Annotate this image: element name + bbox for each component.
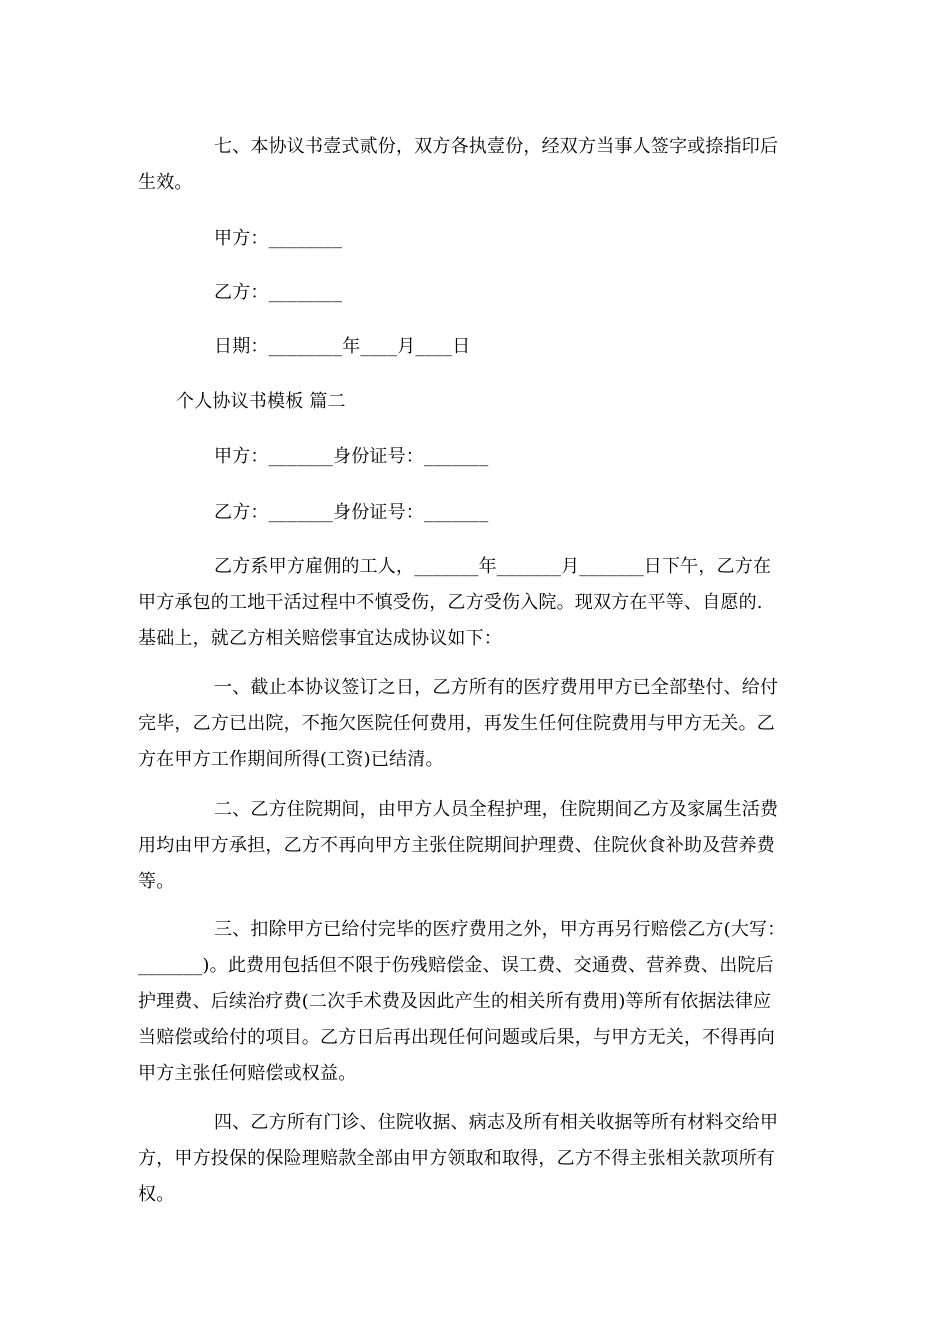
clause-four-line-2: 方，甲方投保的保险理赔款全部由甲方领取和取得，乙方不得主张相关款项所有 xyxy=(138,1148,775,1169)
clause-three xyxy=(138,915,810,1095)
clause-one-line-2: 完毕，乙方已出院，不拖欠医院任何费用，再发生任何住院费用与甲方无关。乙 xyxy=(138,713,775,734)
clause-two-line-1: 二、乙方住院期间，由甲方人员全程护理，住院期间乙方及家属生活费 xyxy=(214,799,779,820)
clause-seven-line-1: 七、本协议书壹式贰份，双方各执壹份，经双方当事人签字或捺指印后 xyxy=(214,136,779,157)
clause-seven xyxy=(138,132,810,204)
clause-two-line-2: 用均由甲方承担，乙方不再向甲方主张住院期间护理费、住院伙食补助及营养费 xyxy=(138,835,775,856)
signature-date: 日期：________年____月____日 xyxy=(214,336,471,357)
party-a-id-line: 甲方：_______身份证号：_______ xyxy=(214,446,489,467)
intro-paragraph xyxy=(138,552,810,660)
clause-three-line-4: 当赔偿或给付的项目。乙方日后再出现任何问题或后果，与甲方无关，不得再向 xyxy=(138,1027,775,1048)
signature-party-a: 甲方：________ xyxy=(214,228,343,249)
intro-line-2: 甲方承包的工地干活过程中不慎受伤，乙方受伤入院。现双方在平等、自愿的. xyxy=(138,592,763,613)
clause-seven-line-2: 生效。 xyxy=(138,172,193,193)
clause-three-line-2: _______)。此费用包括但不限于伤残赔偿金、误工费、交通费、营养费、出院后 xyxy=(138,955,774,976)
clause-three-line-1: 三、扣除甲方已给付完毕的医疗费用之外，甲方再另行赔偿乙方(大写： xyxy=(214,919,786,940)
clause-two-line-3: 等。 xyxy=(138,871,175,892)
clause-four-line-3: 权。 xyxy=(138,1184,175,1205)
clause-one-line-1: 一、截止本协议签订之日，乙方所有的医疗费用甲方已全部垫付、给付 xyxy=(214,677,779,698)
clause-one xyxy=(138,673,810,781)
intro-line-3: 基础上，就乙方相关赔偿事宜达成协议如下： xyxy=(138,628,502,649)
signature-party-b: 乙方：________ xyxy=(214,282,343,303)
clause-four xyxy=(138,1108,810,1216)
clause-three-line-5: 甲方主张任何赔偿或权益。 xyxy=(138,1063,357,1084)
party-b-id-line: 乙方：_______身份证号：_______ xyxy=(214,502,489,523)
clause-four-line-1: 四、乙方所有门诊、住院收据、病志及所有相关收据等所有材料交给甲 xyxy=(214,1112,779,1133)
section-title: 个人协议书模板 篇二 xyxy=(176,391,346,412)
clause-three-line-3: 护理费、后续治疗费(二次手术费及因此产生的相关所有费用)等所有依据法律应 xyxy=(138,991,772,1012)
intro-line-1: 乙方系甲方雇佣的工人，_______年_______月_______日下午，乙方在 xyxy=(214,556,772,577)
clause-one-line-3: 方在甲方工作期间所得(工资)已结清。 xyxy=(138,749,444,770)
clause-two xyxy=(138,795,810,903)
